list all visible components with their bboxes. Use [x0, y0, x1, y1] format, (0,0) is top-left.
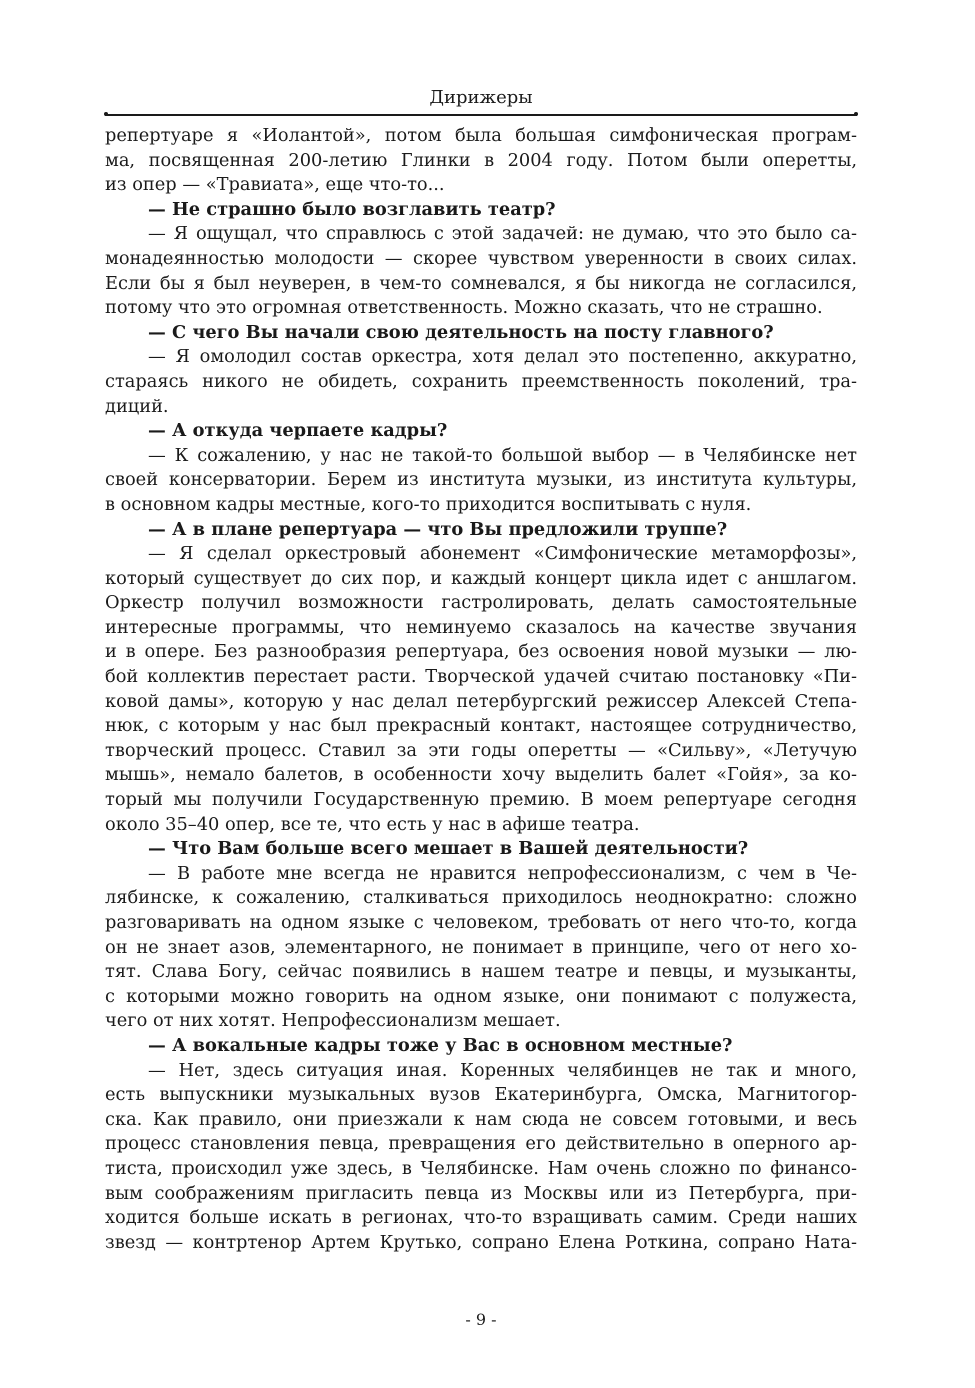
text-line: вым соображениям пригласить певца из Москвы или из Петербурга, при-: [105, 1182, 857, 1204]
text-line: — Нет, здесь ситуация иная. Коренных челябинцев не так и много,: [148, 1059, 857, 1081]
interview-question-line: — А вокальные кадры тоже у Вас в основном местные?: [148, 1034, 733, 1056]
text-line: стараясь никого не обидеть, сохранить преемственность поколений, тра-: [105, 370, 857, 392]
text-line: репертуаре я «Иолантой», потом была большая симфоническая програм-: [105, 125, 857, 146]
text-line: разговаривать на одном языке с человеком, требовать от него что-то, когда: [105, 912, 857, 933]
text-line: интересные программы, что неминуемо сказалось на качестве звучания: [105, 616, 857, 638]
text-line: тят. Слава Богу, сейчас появились в нашем театре и певцы, и музыканты,: [105, 961, 857, 983]
text-line: Если бы я был неуверен, в чем-то сомневался, я бы никогда не согласился,: [105, 272, 857, 294]
text-line: диций.: [105, 395, 169, 417]
text-line: — Я ощущал, что справлюсь с этой задачей: не думаю, что это было са-: [148, 223, 857, 245]
text-line: творческий процесс. Ставил за эти годы оперетты — «Сильву», «Летучую: [105, 739, 857, 761]
header-rule: [105, 114, 857, 116]
text-line: потому что это огромная ответственность. Можно сказать, что не страшно.: [105, 297, 823, 319]
text-line: он не знает азов, элементарного, не понимает в принципе, чего от него хо-: [105, 936, 857, 958]
text-line: — Я омолодил состав оркестра, хотя делал это постепенно, аккуратно,: [148, 346, 857, 368]
text-line: ходится больше искать в регионах, что-то взращивать самим. Среди наших: [105, 1207, 857, 1229]
interview-question-line: — А в плане репертуара — что Вы предложили труппе?: [148, 518, 728, 540]
text-line: — Я сделал оркестровый абонемент «Симфонические метаморфозы»,: [148, 543, 857, 565]
text-line: своей консерватории. Берем из института музыки, из института культуры,: [105, 469, 857, 491]
text-line: тиста, происходил уже здесь, в Челябинске. Нам очень сложно по финансо-: [105, 1157, 857, 1179]
text-line: из опер — «Травиата», еще что-то...: [105, 174, 445, 196]
text-line: с которыми можно говорить на одном языке, они понимают с полужеста,: [105, 985, 857, 1007]
text-line: который существует до сих пор, и каждый концерт цикла идет с аншлагом.: [105, 567, 857, 589]
text-line: мышь», немало балетов, в особенности хочу выделить балет «Гойя», за ко-: [105, 764, 857, 786]
text-line: торый мы получили Государственную премию. В моем репертуаре сегодня: [105, 789, 857, 811]
text-line: — В работе мне всегда не нравится непрофессионализм, с чем в Че-: [148, 862, 857, 884]
text-line: звезд — контртенор Артем Крутько, сопрано Елена Роткина, сопрано Ната-: [105, 1231, 857, 1253]
page-number: - 9 -: [465, 1310, 497, 1329]
text-line: Оркестр получил возможности гастролировать, делать самостоятельные: [105, 592, 857, 614]
text-line: ма, посвященная 200-летию Глинки в 2004 году. Потом были оперетты,: [105, 149, 857, 171]
text-line: нюк, с которым у нас был прекрасный контакт, настоящее сотрудничество,: [105, 715, 857, 737]
interview-question-line: — А откуда черпаете кадры?: [148, 420, 448, 442]
text-line: бой коллектив перестает расти. Творческой удачей считаю постановку «Пи-: [105, 666, 857, 688]
text-line: ска. Как правило, они приезжали к нам сюда не совсем готовыми, и весь: [105, 1108, 857, 1130]
text-line: в основном кадры местные, кого-то приходится воспитывать с нуля.: [105, 493, 752, 515]
text-line: лябинске, к сожалению, сталкиваться приходилось неоднократно: сложно: [105, 887, 857, 909]
text-line: процесс становления певца, превращения его действительно в оперного ар-: [105, 1133, 857, 1155]
running-head: Дирижеры: [429, 87, 533, 108]
text-line: и в опере. Без разнообразия репертуара, без освоения новой музыки — лю-: [105, 641, 857, 663]
text-line: около 35–40 опер, все те, что есть у нас в афише театра.: [105, 813, 640, 835]
text-line: монадеянностью молодости — скорее чувством уверенности в своих силах.: [105, 247, 857, 269]
interview-question-line: — С чего Вы начали свою деятельность на посту главного?: [148, 321, 774, 343]
text-line: ковой дамы», которую у нас делал петербургский режиссер Алексей Степа-: [105, 690, 857, 712]
interview-question-line: — Не страшно было возглавить театр?: [148, 198, 556, 220]
body-text: [105, 124, 857, 1255]
text-line: — К сожалению, у нас не такой-то большой выбор — в Челябинске нет: [148, 444, 857, 466]
interview-question-line: — Что Вам больше всего мешает в Вашей деятельности?: [148, 838, 749, 860]
text-line: чего от них хотят. Непрофессионализм мешает.: [105, 1010, 561, 1032]
text-line: есть выпускники музыкальных вузов Екатеринбурга, Омска, Магнитогор-: [105, 1084, 857, 1106]
